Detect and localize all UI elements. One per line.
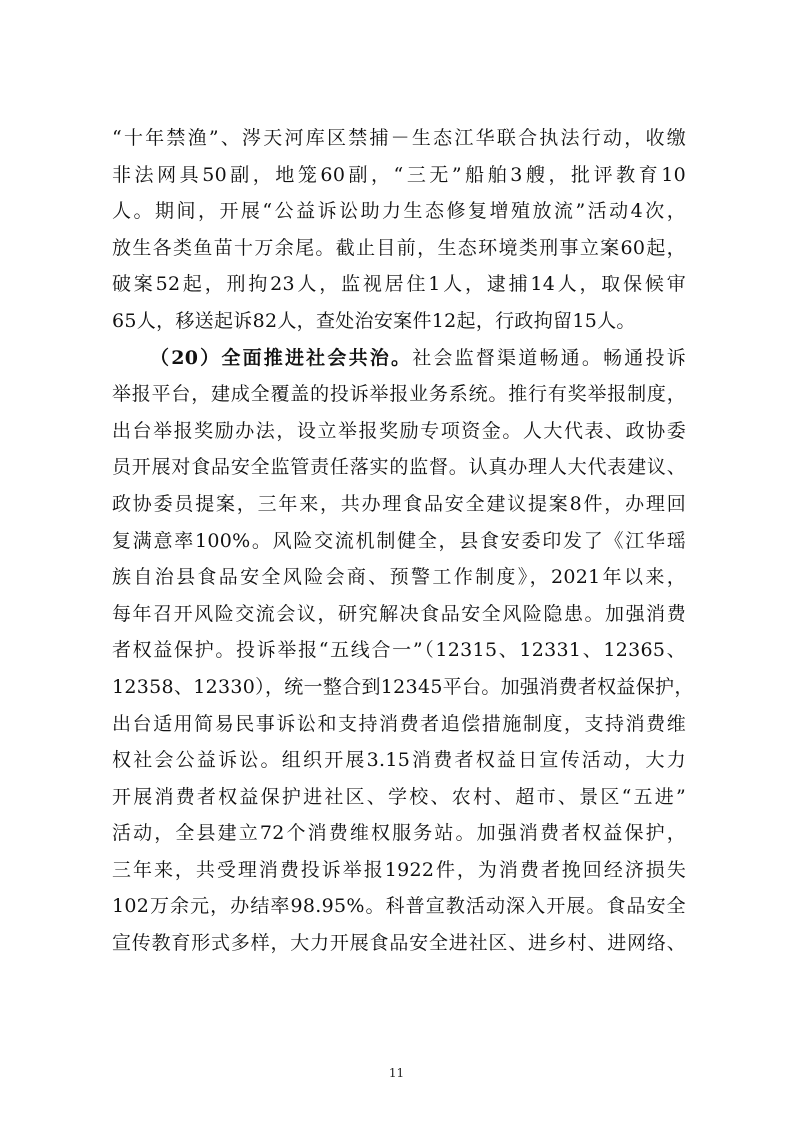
text-line: “十年禁渔”、涔天河库区禁捕－生态江华联合执法行动，收缴 bbox=[112, 127, 686, 149]
text-line: 三年来，共受理消费投诉举报1922件，为消费者挽回经济损失 bbox=[112, 858, 686, 881]
page-number: 11 bbox=[388, 1066, 405, 1080]
text-line: 102万余元，办结率98.95%。科普宣教活动深入开展。食品安全 bbox=[112, 895, 686, 918]
text-line: 每年召开风险交流会议，研究解决食品安全风险隐患。加强消费 bbox=[112, 602, 686, 625]
text-line: 族自治县食品安全风险会商、预警工作制度》，2021年以来， bbox=[112, 566, 686, 589]
text-line: 人。期间，开展“公益诉讼助力生态修复增殖放流”活动4次， bbox=[112, 200, 686, 223]
text-line: 举报平台，建成全覆盖的投诉举报业务系统。推行有奖举报制度， bbox=[112, 383, 686, 406]
text-line: 非法网具50副，地笼60副，“三无”船舶3艘，批评教育10 bbox=[112, 163, 686, 186]
body-text bbox=[112, 120, 694, 962]
section-heading-line bbox=[112, 340, 686, 377]
text-line: 出台举报奖励办法，设立举报奖励专项资金。人大代表、政协委 bbox=[112, 419, 686, 442]
text-line: 活动，全县建立72个消费维权服务站。加强消费者权益保护， bbox=[112, 822, 686, 845]
text-fragment: 社会监督渠道畅通。畅通投诉 bbox=[412, 346, 686, 369]
text-line: 65人，移送起诉82人，查处治安案件12起，行政拘留15人。 bbox=[112, 309, 636, 332]
section-heading: （20）全面推进社会共治。 bbox=[150, 346, 413, 369]
text-line: 者权益保护。投诉举报“五线合一”（12315、12331、12365、 bbox=[112, 639, 686, 662]
text-line: 权社会公益诉讼。组织开展3.15消费者权益日宣传活动，大力 bbox=[112, 749, 686, 772]
text-line: 出台适用简易民事诉讼和支持消费者追偿措施制度，支持消费维 bbox=[112, 712, 686, 735]
text-line: 员开展对食品安全监管责任落实的监督。认真办理人大代表建议、 bbox=[112, 456, 686, 479]
text-line: 政协委员提案，三年来，共办理食品安全建议提案8件，办理回 bbox=[112, 492, 686, 515]
text-line: 12358、12330），统一整合到12345平台。加强消费者权益保护， bbox=[112, 675, 694, 698]
text-line: 破案52起，刑拘23人，监视居住1人，逮捕14人，取保候审 bbox=[112, 273, 686, 296]
text-line: 开展消费者权益保护进社区、学校、农村、超市、景区“五进” bbox=[112, 785, 686, 808]
text-line: 复满意率100%。风险交流机制健全，县食安委印发了《江华瑶 bbox=[112, 529, 686, 552]
text-line: 宣传教育形式多样，大力开展食品安全进社区、进乡村、进网络、 bbox=[112, 932, 686, 955]
text-line: 放生各类鱼苗十万余尾。截止目前，生态环境类刑事立案60起， bbox=[112, 236, 686, 259]
